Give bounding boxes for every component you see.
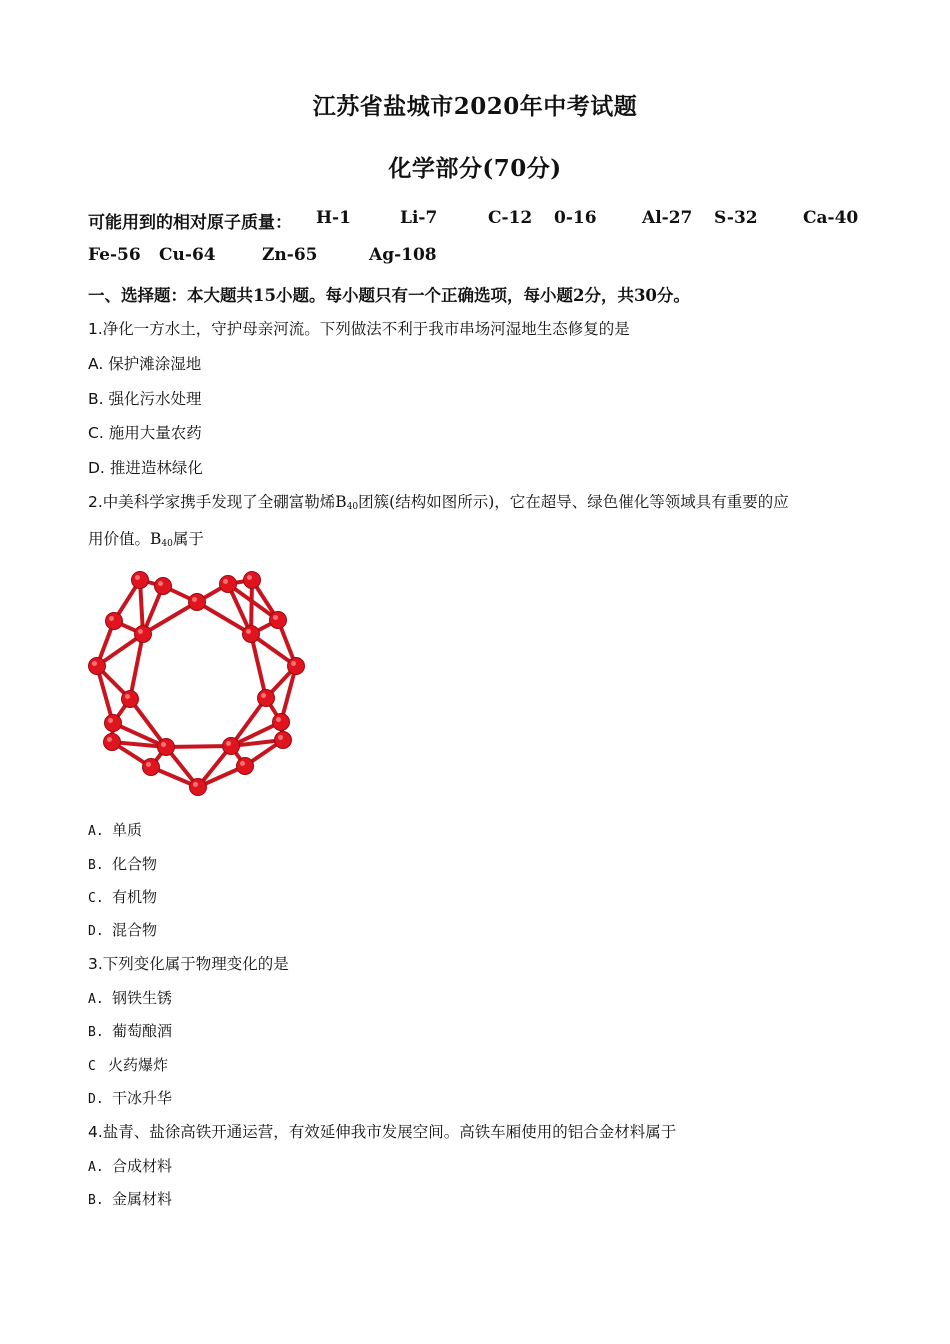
question-stem: 用价值。B	[88, 530, 162, 548]
option-label: A.	[88, 355, 104, 373]
atom-highlight	[226, 741, 231, 746]
document-subtitle: 化学部分(70分)	[388, 155, 562, 182]
option-text: 火药爆炸	[108, 1056, 169, 1074]
option-text: 金属材料	[112, 1190, 173, 1208]
boron-atom	[220, 576, 237, 593]
option-label: D.	[88, 459, 105, 477]
option-text: 葡萄酿酒	[112, 1022, 173, 1040]
atom-highlight	[107, 737, 112, 742]
option-label: B.	[88, 858, 104, 873]
mass-item: Li-7	[400, 208, 438, 228]
q4-option-b	[88, 1188, 172, 1209]
mass-item: Al-27	[642, 208, 693, 228]
q3-option-b	[88, 1020, 172, 1041]
bonds	[97, 580, 296, 787]
option-label: C	[88, 1059, 96, 1074]
mass-item: Zn-65	[262, 245, 318, 265]
option-text: 保护滩涂湿地	[108, 355, 202, 373]
subscript: 40	[346, 502, 359, 512]
boron-atom	[155, 578, 172, 595]
option-text: 钢铁生锈	[112, 989, 173, 1007]
question-3	[88, 952, 289, 974]
boron-atom	[288, 658, 305, 675]
atom-highlight	[158, 581, 163, 586]
mass-item: H-1	[316, 208, 351, 228]
question-2	[88, 490, 789, 512]
q2-option-d	[88, 919, 157, 940]
boron-atom	[244, 572, 261, 589]
question-stem: 下列变化属于物理变化的是	[102, 955, 289, 973]
question-1	[88, 317, 630, 339]
boron-atom	[105, 715, 122, 732]
option-text: 施用大量农药	[108, 424, 202, 442]
boron-atom	[106, 613, 123, 630]
q4-option-a	[88, 1155, 172, 1176]
question-stem-cont: 团簇(结构如图所示)，它在超导、绿色催化等领域具有重要的应	[358, 493, 789, 511]
atom-highlight	[135, 575, 140, 580]
atom-highlight	[109, 616, 114, 621]
q1-option-d	[88, 456, 203, 478]
q3-option-c	[88, 1054, 168, 1075]
boron-atom	[223, 738, 240, 755]
option-label: D.	[88, 1092, 104, 1107]
question-2-line2	[88, 527, 204, 549]
boron-atom	[275, 732, 292, 749]
atomic-mass-label: 可能用到的相对原子质量：	[88, 213, 292, 233]
mass-item: Ag-108	[369, 245, 437, 265]
option-label: A.	[88, 824, 104, 839]
option-label: A.	[88, 992, 104, 1007]
boron-atom	[258, 690, 275, 707]
atom-highlight	[240, 761, 245, 766]
q1-option-b	[88, 387, 202, 409]
option-text: 有机物	[112, 888, 158, 906]
atom-highlight	[146, 762, 151, 767]
atom-highlight	[108, 718, 113, 723]
boron-atom	[190, 779, 207, 796]
mass-item: Ca-40	[803, 208, 859, 228]
q1-option-c	[88, 421, 202, 443]
option-text: 化合物	[112, 855, 158, 873]
question-number: 4.	[88, 1123, 103, 1141]
option-label: B.	[88, 1193, 104, 1208]
q2-option-b	[88, 853, 157, 874]
atom-highlight	[161, 742, 166, 747]
question-number: 3.	[88, 955, 103, 973]
atom-highlight	[138, 629, 143, 634]
atom-highlight	[261, 693, 266, 698]
boron-atom	[104, 734, 121, 751]
mass-item: Fe-56	[88, 245, 141, 265]
mass-item: Cu-64	[159, 245, 216, 265]
atom-highlight	[278, 735, 283, 740]
atom-highlight	[125, 694, 130, 699]
b40-cluster-figure	[88, 565, 310, 800]
atom-highlight	[223, 579, 228, 584]
mass-item: S-32	[714, 208, 758, 228]
option-text: 合成材料	[112, 1157, 173, 1175]
q2-option-a	[88, 819, 142, 840]
bond	[166, 746, 231, 747]
atom-highlight	[276, 717, 281, 722]
question-number: 2.	[88, 493, 103, 511]
option-label: C.	[88, 424, 104, 442]
boron-atom	[243, 626, 260, 643]
option-label: C.	[88, 891, 104, 906]
boron-atom	[237, 758, 254, 775]
atom-highlight	[273, 615, 278, 620]
question-stem: 中美科学家携手发现了全硼富勒烯B	[102, 493, 347, 511]
mass-item: C-12	[488, 208, 533, 228]
boron-atom	[273, 714, 290, 731]
boron-atom	[143, 759, 160, 776]
option-text: 推进造林绿化	[109, 459, 203, 477]
q3-option-d	[88, 1087, 172, 1108]
boron-atom	[158, 739, 175, 756]
section-heading: 一、选择题：本大题共15小题。每小题只有一个正确选项，每小题2分，共30分。	[88, 286, 690, 305]
mass-item: 0-16	[554, 208, 597, 228]
option-text: 单质	[112, 821, 143, 839]
atom-highlight	[291, 661, 296, 666]
option-label: B.	[88, 390, 104, 408]
atom-highlight	[193, 782, 198, 787]
atom-highlight	[92, 661, 97, 666]
question-stem-cont: 属于	[172, 530, 204, 548]
option-label: B.	[88, 1025, 104, 1040]
document-title: 江苏省盐城市2020年中考试题	[312, 93, 638, 120]
option-label: D.	[88, 924, 104, 939]
question-number: 1.	[88, 320, 103, 338]
option-text: 干冰升华	[112, 1089, 173, 1107]
option-text: 强化污水处理	[108, 390, 202, 408]
question-stem: 盐青、盐徐高铁开通运营，有效延伸我市发展空间。高铁车厢使用的铝合金材料属于	[102, 1123, 677, 1141]
atoms	[89, 572, 305, 796]
atom-highlight	[247, 575, 252, 580]
boron-atom	[89, 658, 106, 675]
option-label: A.	[88, 1160, 104, 1175]
q1-option-a	[88, 352, 201, 374]
boron-atom	[189, 594, 206, 611]
question-4	[88, 1120, 676, 1142]
boron-atom	[135, 626, 152, 643]
atom-highlight	[246, 629, 251, 634]
option-text: 混合物	[112, 921, 158, 939]
boron-atom	[270, 612, 287, 629]
boron-atom	[122, 691, 139, 708]
q3-option-a	[88, 987, 172, 1008]
question-stem: 净化一方水土，守护母亲河流。下列做法不利于我市串场河湿地生态修复的是	[102, 320, 630, 338]
q2-option-c	[88, 886, 157, 907]
boron-atom	[132, 572, 149, 589]
atom-highlight	[192, 597, 197, 602]
subscript: 40	[161, 539, 173, 549]
